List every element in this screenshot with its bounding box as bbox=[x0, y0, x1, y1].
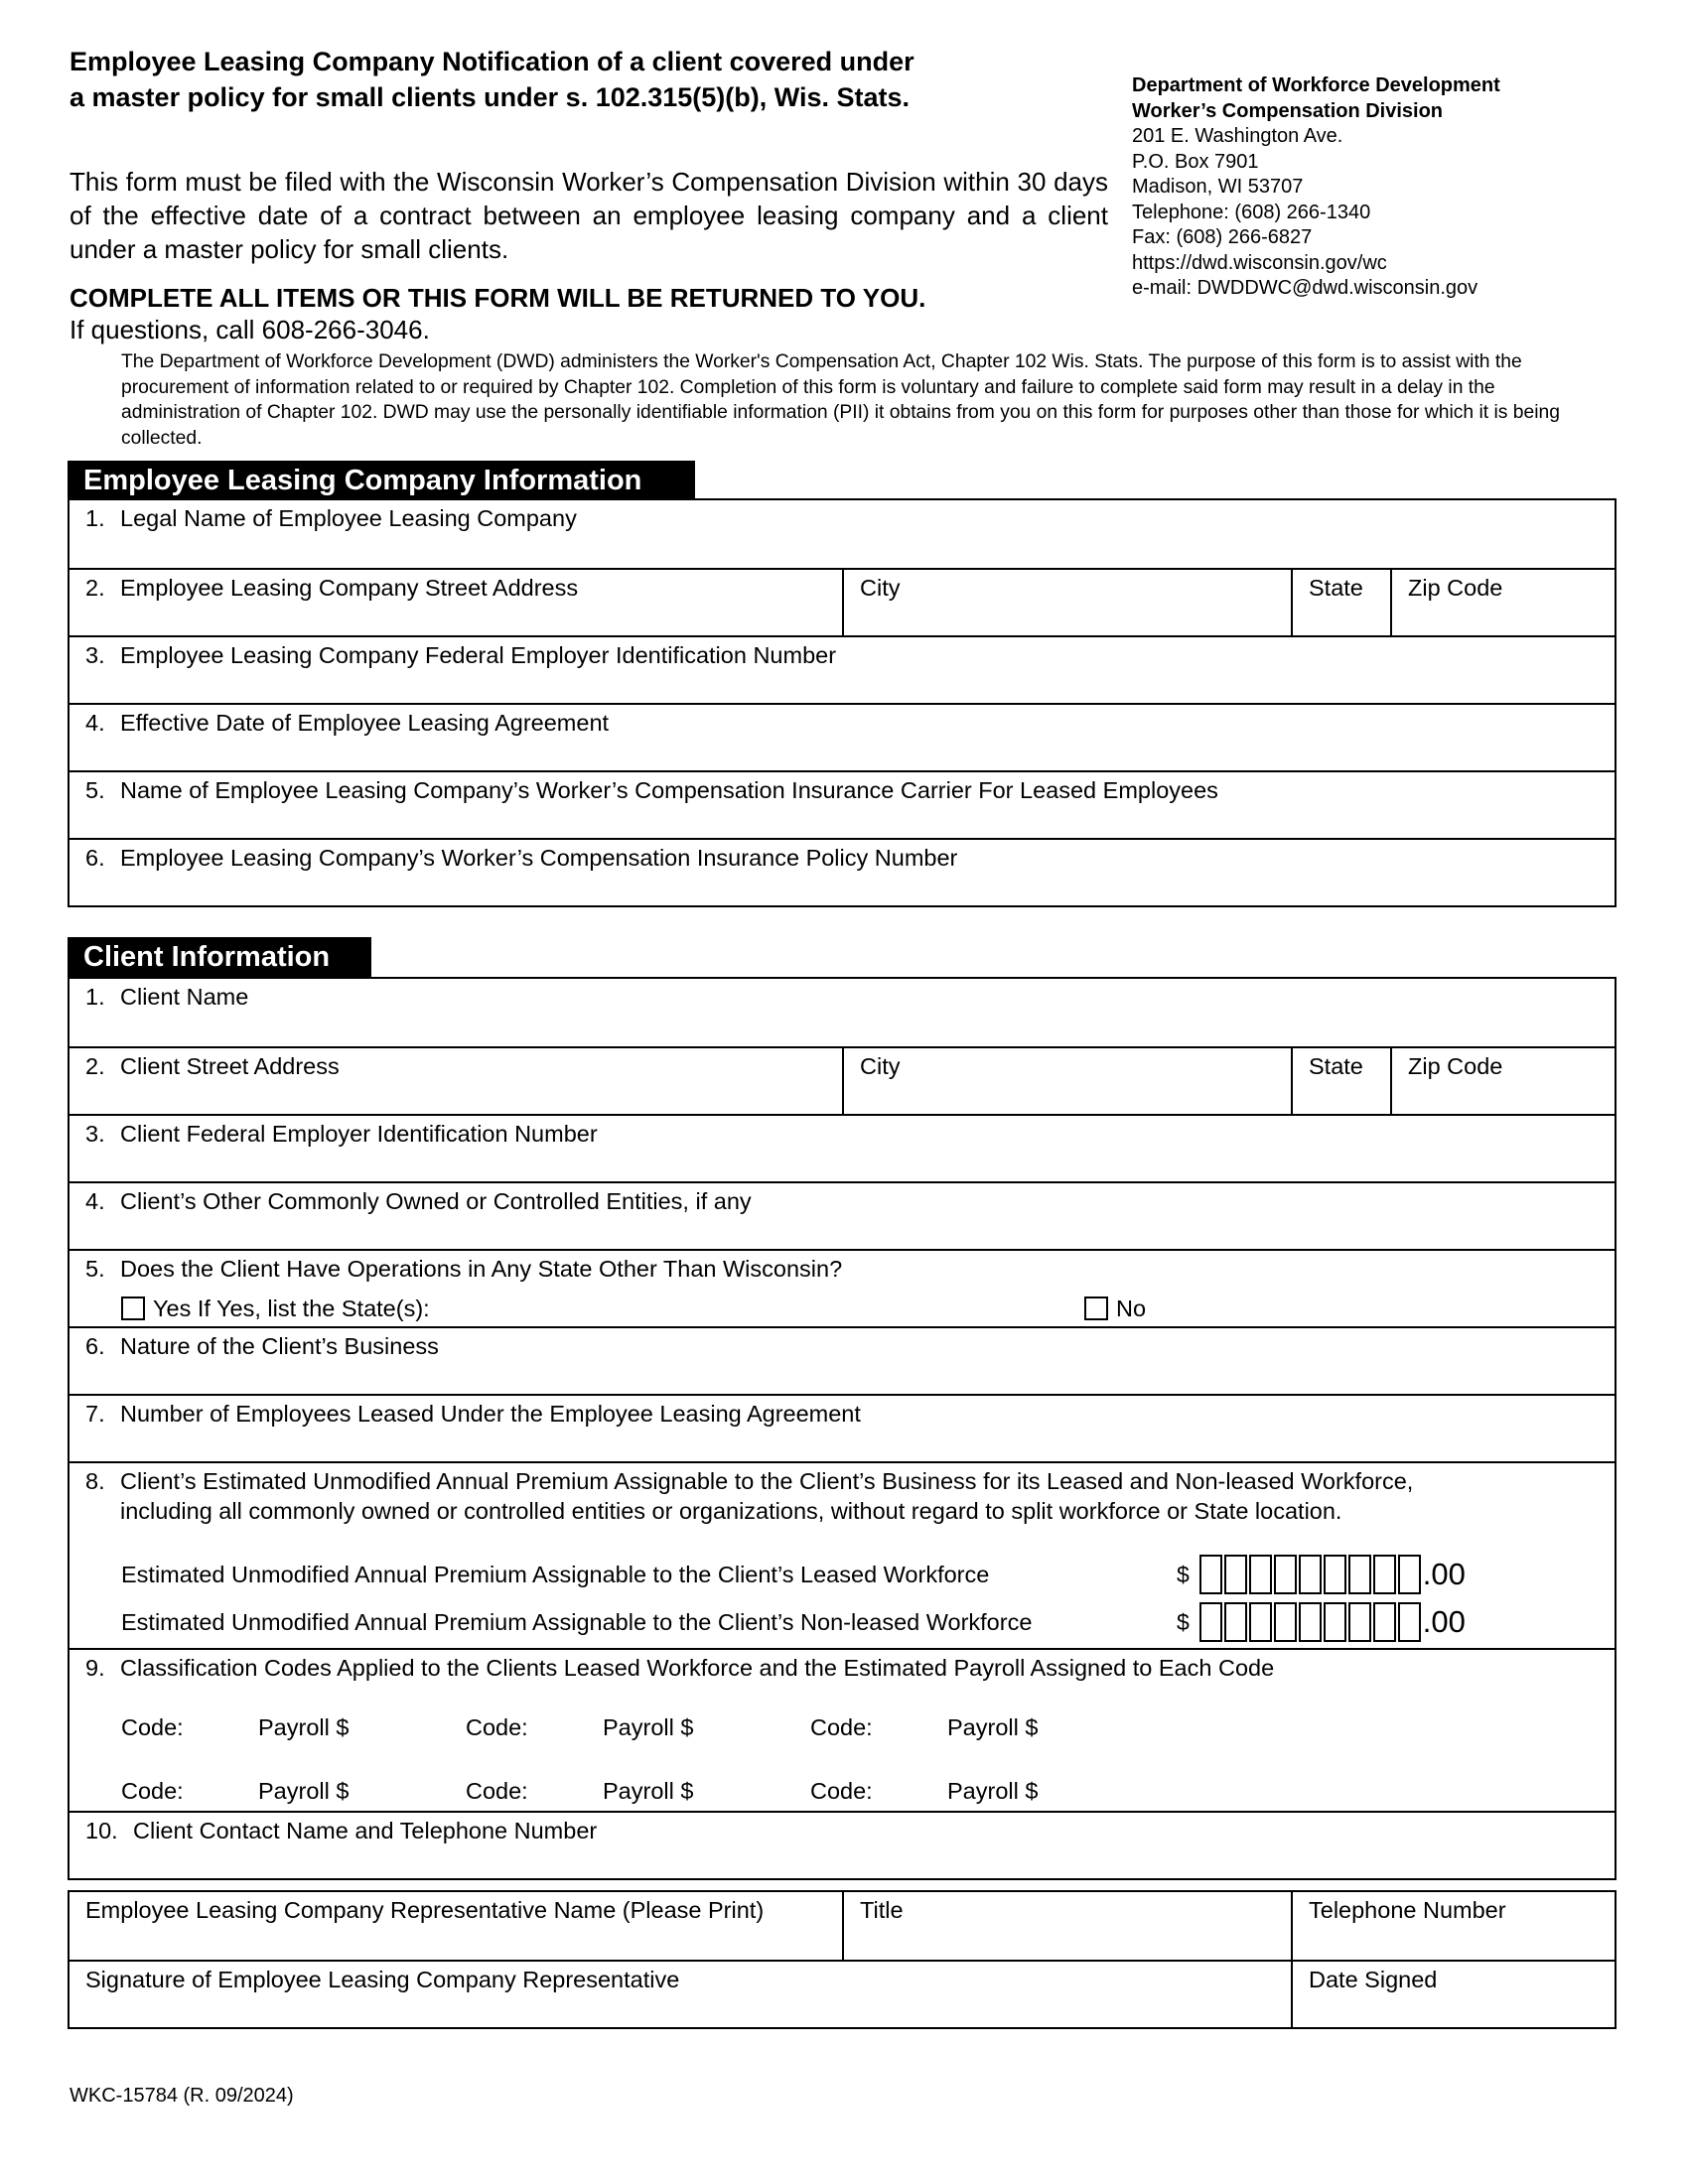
signature-row-2 bbox=[70, 1960, 1615, 2027]
form-id-footer: WKC-15784 (R. 09/2024) bbox=[70, 2085, 294, 2107]
elc-policy-number-field[interactable] bbox=[70, 840, 1615, 905]
field-number: 4. bbox=[85, 710, 105, 736]
client-state-field[interactable] bbox=[1291, 1048, 1390, 1114]
elc-street-address-field[interactable] bbox=[70, 570, 842, 635]
field-label-line2: including all commonly owned or controlled entities or organizations, without regard to split workforce or State location. bbox=[120, 1498, 1342, 1524]
client-row-10 bbox=[70, 1811, 1615, 1878]
rep-telephone-field[interactable] bbox=[1291, 1892, 1615, 1960]
client-row-3 bbox=[70, 1114, 1615, 1181]
field-label: Client Contact Name and Telephone Number bbox=[133, 1818, 598, 1843]
agency-address-block bbox=[1132, 73, 1648, 302]
digit-box[interactable] bbox=[1324, 1602, 1346, 1642]
cents-suffix: .00 bbox=[1422, 1557, 1466, 1591]
cents-suffix: .00 bbox=[1422, 1604, 1466, 1639]
digit-box[interactable] bbox=[1398, 1602, 1421, 1642]
field-label: Employee Leasing Company’s Worker’s Compensation Insurance Policy Number bbox=[120, 845, 958, 871]
client-row-4 bbox=[70, 1181, 1615, 1249]
elc-state-field[interactable] bbox=[1291, 570, 1390, 635]
field-label: Client Name bbox=[120, 984, 249, 1010]
elc-section-heading: Employee Leasing Company Information bbox=[68, 461, 695, 500]
field-label: Does the Client Have Operations in Any State Other Than Wisconsin? bbox=[120, 1256, 843, 1282]
leased-premium-digit-boxes[interactable] bbox=[1197, 1555, 1421, 1594]
signature-table bbox=[68, 1890, 1617, 2029]
agency-address2: P.O. Box 7901 bbox=[1132, 150, 1259, 173]
client-row-6 bbox=[70, 1326, 1615, 1394]
field-number: 6. bbox=[85, 1333, 105, 1359]
field-label: City bbox=[860, 1053, 901, 1079]
no-label: No bbox=[1116, 1296, 1147, 1321]
payroll-label[interactable]: Payroll $ bbox=[258, 1778, 350, 1804]
code-label[interactable]: Code: bbox=[121, 1778, 184, 1804]
digit-box[interactable] bbox=[1249, 1555, 1272, 1594]
field-label-line1: Client’s Estimated Unmodified Annual Premium Assignable to the Client’s Business for its Leased and Non-leased Workforce, bbox=[120, 1468, 1414, 1494]
field-label: Effective Date of Employee Leasing Agreement bbox=[120, 710, 610, 736]
client-row-2 bbox=[70, 1046, 1615, 1114]
agency-telephone: Telephone: (608) 266-1340 bbox=[1132, 201, 1371, 223]
field-number: 5. bbox=[85, 1256, 105, 1282]
elc-fein-field[interactable] bbox=[70, 637, 1615, 703]
privacy-notice: The Department of Workforce Development (DWD) administers the Worker's Compensation Act, Chapter 102 Wis. Stats. The purpose of this form is to assist with the procurement of information related to or required by Chapter 102. Completion of this form is voluntary and failure to complete said form may result in a delay in the administration of Chapter 102. DWD may use the personally identifiable information (PII) it obtains from you on this form for purposes other than those for which it is being collected. bbox=[121, 351, 1560, 449]
digit-box[interactable] bbox=[1324, 1555, 1346, 1594]
client-row-5 bbox=[70, 1249, 1615, 1326]
field-label: Client’s Other Commonly Owned or Controlled Entities, if any bbox=[120, 1188, 752, 1214]
field-number: 6. bbox=[85, 845, 105, 871]
digit-box[interactable] bbox=[1299, 1555, 1322, 1594]
form-title bbox=[70, 44, 1062, 115]
elc-insurance-carrier-field[interactable] bbox=[70, 772, 1615, 838]
client-other-states-field bbox=[70, 1251, 1615, 1326]
field-label: Name of Employee Leasing Company’s Worker’s Compensation Insurance Carrier For Leased Employees bbox=[120, 777, 1218, 803]
field-label: Nature of the Client’s Business bbox=[120, 1333, 439, 1359]
agency-dept: Department of Workforce Development bbox=[1132, 74, 1500, 96]
digit-box[interactable] bbox=[1224, 1555, 1247, 1594]
leased-premium-label: Estimated Unmodified Annual Premium Assignable to the Client’s Leased Workforce bbox=[121, 1562, 990, 1587]
client-nature-of-business-field[interactable] bbox=[70, 1328, 1615, 1394]
no-checkbox[interactable] bbox=[1084, 1297, 1108, 1320]
agency-email: e-mail: DWDDWC@dwd.wisconsin.gov bbox=[1132, 277, 1478, 299]
rep-title-field[interactable] bbox=[842, 1892, 1291, 1960]
digit-box[interactable] bbox=[1398, 1555, 1421, 1594]
elc-zip-field[interactable] bbox=[1390, 570, 1615, 635]
client-premium-field bbox=[70, 1463, 1615, 1648]
digit-box[interactable] bbox=[1299, 1602, 1322, 1642]
client-city-field[interactable] bbox=[842, 1048, 1291, 1114]
field-label: Zip Code bbox=[1408, 1053, 1503, 1079]
intro-text: This form must be filed with the Wisconsin Worker’s Compensation Division within 30 days of the effective date of a contract between an employee leasing company and a client under a master policy for small clients. bbox=[70, 167, 1108, 264]
field-label: State bbox=[1309, 575, 1363, 601]
payroll-label[interactable]: Payroll $ bbox=[603, 1778, 694, 1804]
digit-box[interactable] bbox=[1274, 1555, 1297, 1594]
agency-address1: 201 E. Washington Ave. bbox=[1132, 125, 1343, 147]
field-label: State bbox=[1309, 1053, 1363, 1079]
field-number: 3. bbox=[85, 642, 105, 668]
field-number: 3. bbox=[85, 1121, 105, 1147]
elc-city-field[interactable] bbox=[842, 570, 1291, 635]
code-label[interactable]: Code: bbox=[810, 1714, 873, 1740]
field-number: 2. bbox=[85, 575, 105, 601]
payroll-label[interactable]: Payroll $ bbox=[258, 1714, 350, 1740]
client-name-field[interactable] bbox=[70, 979, 1615, 1046]
field-label: Classification Codes Applied to the Clients Leased Workforce and the Estimated Payroll Assigned to Each Code bbox=[120, 1655, 1275, 1681]
payroll-label[interactable]: Payroll $ bbox=[603, 1714, 694, 1740]
field-label: Client Street Address bbox=[120, 1053, 340, 1079]
field-label: Telephone Number bbox=[1309, 1897, 1506, 1923]
agency-web: https://dwd.wisconsin.gov/wc bbox=[1132, 251, 1387, 274]
digit-box[interactable] bbox=[1274, 1602, 1297, 1642]
agency-division: Worker’s Compensation Division bbox=[1132, 99, 1444, 122]
client-contact-field[interactable] bbox=[70, 1813, 1615, 1878]
payroll-label[interactable]: Payroll $ bbox=[947, 1778, 1039, 1804]
rep-signature-field[interactable] bbox=[70, 1962, 1291, 2027]
digit-box[interactable] bbox=[1373, 1602, 1396, 1642]
digit-box[interactable] bbox=[1199, 1555, 1222, 1594]
field-label: Title bbox=[860, 1897, 904, 1923]
nonleased-premium-digit-boxes[interactable] bbox=[1197, 1602, 1421, 1642]
rep-name-field[interactable] bbox=[70, 1892, 842, 1960]
complete-notice: COMPLETE ALL ITEMS OR THIS FORM WILL BE RETURNED TO YOU. bbox=[70, 283, 926, 313]
yes-checkbox[interactable] bbox=[121, 1297, 145, 1320]
digit-box[interactable] bbox=[1199, 1602, 1222, 1642]
field-number: 1. bbox=[85, 984, 105, 1010]
field-label: Employee Leasing Company Street Address bbox=[120, 575, 579, 601]
client-row-7 bbox=[70, 1394, 1615, 1461]
payroll-label[interactable]: Payroll $ bbox=[947, 1714, 1039, 1740]
elc-row-3 bbox=[70, 635, 1615, 703]
field-label: Employee Leasing Company Federal Employer Identification Number bbox=[120, 642, 837, 668]
elc-row-1 bbox=[70, 500, 1615, 568]
yes-label: Yes If Yes, list the State(s): bbox=[153, 1296, 430, 1321]
field-label: Number of Employees Leased Under the Employee Leasing Agreement bbox=[120, 1401, 861, 1427]
client-class-codes-field bbox=[70, 1650, 1615, 1811]
agency-fax: Fax: (608) 266-6827 bbox=[1132, 226, 1313, 248]
digit-box[interactable] bbox=[1348, 1602, 1371, 1642]
field-label: Signature of Employee Leasing Company Representative bbox=[85, 1967, 680, 1992]
form-title-line2: a master policy for small clients under s. 102.315(5)(b), Wis. Stats. bbox=[70, 82, 911, 112]
elc-legal-name-field[interactable] bbox=[70, 500, 1615, 568]
elc-effective-date-field[interactable] bbox=[70, 705, 1615, 770]
form-title-line1: Employee Leasing Company Notification of a client covered under bbox=[70, 47, 914, 76]
code-label[interactable]: Code: bbox=[121, 1714, 184, 1740]
field-number: 2. bbox=[85, 1053, 105, 1079]
class-code-line-2 bbox=[85, 1742, 1615, 1806]
digit-box[interactable] bbox=[1224, 1602, 1247, 1642]
field-number: 4. bbox=[85, 1188, 105, 1214]
client-zip-field[interactable] bbox=[1390, 1048, 1615, 1114]
dollar-sign: $ bbox=[1177, 1609, 1190, 1635]
field-label: Client Federal Employer Identification Number bbox=[120, 1121, 598, 1147]
date-signed-field[interactable] bbox=[1291, 1962, 1615, 2027]
client-other-entities-field[interactable] bbox=[70, 1183, 1615, 1249]
code-label[interactable]: Code: bbox=[810, 1778, 873, 1804]
client-row-8 bbox=[70, 1461, 1615, 1648]
digit-box[interactable] bbox=[1348, 1555, 1371, 1594]
elc-row-2 bbox=[70, 568, 1615, 635]
elc-row-4 bbox=[70, 703, 1615, 770]
field-number: 9. bbox=[85, 1655, 105, 1681]
field-number: 7. bbox=[85, 1401, 105, 1427]
digit-box[interactable] bbox=[1249, 1602, 1272, 1642]
field-label: City bbox=[860, 575, 901, 601]
client-employees-leased-field[interactable] bbox=[70, 1396, 1615, 1461]
digit-box[interactable] bbox=[1373, 1555, 1396, 1594]
field-number: 5. bbox=[85, 777, 105, 803]
field-number: 10. bbox=[85, 1818, 118, 1843]
elc-row-5 bbox=[70, 770, 1615, 838]
field-label: Employee Leasing Company Representative Name (Please Print) bbox=[85, 1897, 765, 1923]
elc-info-table bbox=[68, 498, 1617, 907]
leased-premium-line bbox=[121, 1550, 1601, 1599]
field-label: Date Signed bbox=[1309, 1967, 1438, 1992]
nonleased-premium-label: Estimated Unmodified Annual Premium Assignable to the Client’s Non-leased Workforce bbox=[121, 1609, 1033, 1635]
client-fein-field[interactable] bbox=[70, 1116, 1615, 1181]
client-row-1 bbox=[70, 979, 1615, 1046]
other-states-yes-option[interactable] bbox=[121, 1294, 430, 1323]
client-section-heading: Client Information bbox=[68, 937, 371, 977]
signature-row-1 bbox=[70, 1892, 1615, 1960]
class-code-line-1 bbox=[85, 1683, 1615, 1742]
client-info-table bbox=[68, 977, 1617, 1880]
agency-address3: Madison, WI 53707 bbox=[1132, 176, 1304, 198]
code-label[interactable]: Code: bbox=[466, 1778, 528, 1804]
field-number: 1. bbox=[85, 505, 105, 531]
elc-row-6 bbox=[70, 838, 1615, 905]
client-street-address-field[interactable] bbox=[70, 1048, 842, 1114]
field-number: 8. bbox=[85, 1468, 105, 1494]
nonleased-premium-line bbox=[121, 1597, 1601, 1647]
questions-line: If questions, call 608-266-3046. bbox=[70, 315, 430, 344]
client-row-9 bbox=[70, 1648, 1615, 1811]
other-states-no-option[interactable] bbox=[1084, 1294, 1146, 1323]
field-label: Legal Name of Employee Leasing Company bbox=[120, 505, 577, 531]
field-label: Zip Code bbox=[1408, 575, 1503, 601]
dollar-sign: $ bbox=[1177, 1562, 1190, 1587]
code-label[interactable]: Code: bbox=[466, 1714, 528, 1740]
